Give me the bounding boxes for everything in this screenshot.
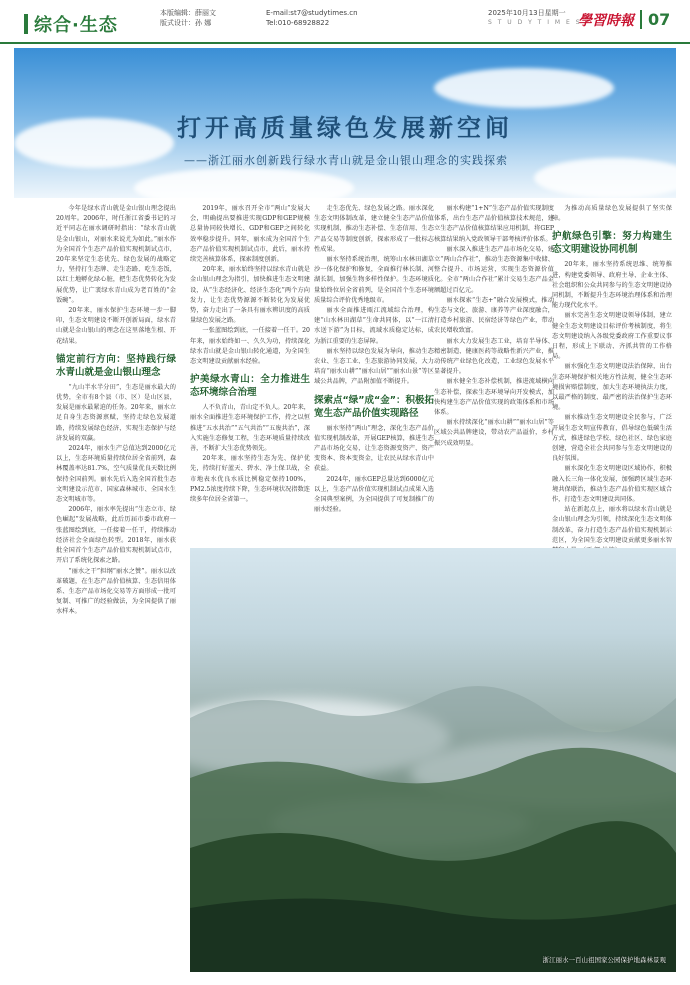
paragraph: 丽水强化生态文明建设法治保障，出台生态环境保护相关地方性法规，健全生态环境损害赔偿制度，加大生态环境执法力度，以最严格的制度、最严密的法治保护生态环境。 [552, 363, 672, 412]
section-title: 综合·生态 [34, 15, 118, 36]
mountain-ridges [190, 548, 676, 972]
paragraph: 丽水坚持系统治理，统筹山水林田湖草沙一体化保护和修复，全面推行林长制、河湖长制，加强生物多样性保护。生态环境质量始终位居全省前列，是全国首个生态环境质量综合评价优秀地级市。 [314, 256, 434, 304]
phone-line: Tel:010-68928822 [266, 19, 330, 27]
section-heading: 锚定前行方向：坚持践行绿水青山就是金山银山理念 [56, 353, 176, 378]
designer-line: 版式设计：孙 娜 [160, 19, 212, 27]
paragraph: 2024年，丽水生产总值达到2000亿元以上，生态环境质量持续位居全省前列，森林覆盖率达81.7%，空气质量优良天数比例保持全国前列。丽水先后入选全国首批生态文明建设示范市、国家森林城市、全国水生态文明城市等。 [56, 445, 176, 504]
paragraph: 丽水大力发展生态工业，培育半导体、精密制造、健康医药等战略性新兴产业，推动传统产业绿色化改造，工业绿色发展水平显著提升。 [434, 337, 554, 376]
paragraph: 2024年，丽水GEP总量达到6000亿元以上，生态产品价值实现机制试点成果入选全国典型案例，为全国提供了可复制推广的丽水经验。 [314, 475, 434, 514]
section-logo [24, 12, 118, 36]
paragraph: 丽水深化生态文明建设区域协作，积极融入长三角一体化发展，加强跨区域生态环境共保联治，推动生态产品价值实现区域合作，打造生态文明建设共同体。 [552, 465, 672, 504]
photo-caption: 浙江丽水一百山祖国家公园保护地森林景观 [542, 956, 666, 964]
paragraph: 丽水深入推进生态产品市场化交易，建立“两山合作社”，推动生态资源集中收储、整合提升、市场运营，实现生态资源价值化。全市“两山合作社”累计交易生态产品金额超过百亿元。 [434, 245, 554, 294]
editor-line: 本版编辑：薛丽文 [160, 9, 216, 17]
hero-banner [14, 48, 676, 198]
section-heading: 探索点“绿”成“金”：积极拓宽生态产品价值实现路径 [314, 394, 434, 419]
paragraph: “九山半水半分田”，生态是丽水最大的优势，全市有8个县（市、区）是山区县，发展是丽水最紧迫的任务。20年来，丽水立足自身生态资源禀赋，坚持走绿色发展道路，持续发展绿色经济，实现生态保护与经济发展的双赢。 [56, 383, 176, 442]
cloud-decoration [134, 168, 354, 198]
article-column-1 [56, 204, 176, 964]
editor-info [160, 8, 216, 28]
date-line: 2025年10月13日星期一 [488, 9, 566, 17]
paragraph: 2006年，丽水率先提出“生态立市、绿色崛起”发展战略，此后历届市委市政府一张蓝图绘到底，一任接着一任干，持续推动经济社会全面绿色转型。2018年，丽水获批全国首个生态产品价值实现机制试点市，开启了系统化探索之路。 [56, 506, 176, 565]
page-number: 07 [640, 10, 670, 29]
paragraph: 20年来，丽水保护生态环境一步一脚印，生态文明建设不断开创新局面，绿水青山就是金山银山的理念在这里落地生根、开花结果。 [56, 307, 176, 345]
section-heading: 护航绿色引擎：努力构建生态文明建设协同机制 [552, 231, 672, 256]
paragraph: 丽水健全生态补偿机制，推进流域横向生态补偿，探索生态环境导向开发模式，加快构建生态产品价值实现的政策体系和市场体系。 [434, 378, 554, 417]
section-bar [24, 14, 28, 34]
paragraph: 丽水坚持以绿色发展为导向，推动生态农业、生态工业、生态旅游协同发展，大力培育“丽水山耕”“丽水山居”“丽水山景”等区域公共品牌，产品附加值不断提升。 [314, 347, 434, 386]
paragraph: 人不负青山，青山定不负人。20年来，丽水全面推进生态环境保护工作，持之以恒推进“五水共治”“五气共治”“五废共治”，深入实施生态修复工程，生态环境质量持续改善，不断扩大生态优势领先。 [190, 404, 310, 453]
paragraph: 丽水全面推进瓯江流域综合治理，构建“山水林田湖草”生命共同体，以“一江清水送下游”为目标，流域水质稳定达标，成为浙江重要的生态屏障。 [314, 307, 434, 345]
paragraph: 一张蓝图绘到底，一任接着一任干。20年来，丽水始终如一、久久为功，持续深化绿水青山就是金山银山转化通道，为全国生态文明建设贡献丽水经验。 [190, 327, 310, 366]
paragraph: 为推动高质量绿色发展提供了坚实保障。 [552, 205, 672, 223]
paragraph: 站在新起点上，丽水将以绿水青山就是金山银山理念为引领，持续深化生态文明体制改革，奋力打造生态产品价值实现机制示范区，为全国生态文明建设贡献更多丽水智 [552, 506, 672, 544]
paragraph: 20年来，丽水始终坚持以绿水青山就是金山银山理念为指引，加快推进生态文明建设，从“生态经济化、经济生态化”两个方向发力，让生态优势源源不断转化为发展优势，奋力走出了一条具有丽水辨识度的高质量绿色发展之路。 [190, 266, 310, 325]
article-column-3 [314, 204, 434, 540]
article-column-2 [190, 204, 310, 540]
subtitle-text: ——浙江丽水创新践行绿水青山就是金山银山理念的实践探索 [184, 154, 508, 167]
paragraph: 丽水构建“1+N”生态产品价值实现制度体系，出台生态产品价值核算技术规范，建立生态产品价值核算结果应用机制，将GEP核算结果纳入党政领导干部考核评价体系。 [434, 205, 554, 243]
masthead-logo: 學習時報 [578, 13, 634, 29]
paragraph: 走生态优先、绿色发展之路。丽水深化生态文明体制改革，建立健全生态产品价值实现机制，推动生态补偿、生态信用、生态产品交易等制度创新，探索形成了一批标志性成果。 [314, 205, 434, 253]
date-sub: S T U D Y T I M E S [488, 19, 582, 26]
paragraph: 丽水持续深化“丽水山耕”“丽水山居”等区域公共品牌建设，带动农产品溢价，乡村振兴成效明显。 [434, 419, 554, 447]
paragraph: 2019年，丽水召开全市“两山”发展大会，明确提出要推进实现GDP和GEP规模总量协同较快增长、GDP和GEP之间转化效率稳步提升。同年，丽水成为全国首个生态产品价值实现机制试点市，此后，丽水持续完善核算体系，探索制度创新。 [190, 205, 310, 264]
section-heading: 护美绿水青山：全力推进生态环境综合治理 [190, 374, 310, 399]
article-column-4 [434, 204, 554, 540]
paragraph: 20年来，丽水坚持生态为先、保护优先，持续打好蓝天、碧水、净土保卫战，全市地表水优良水质比例稳定保持100%，PM2.5浓度持续下降，生态环境状况指数连续多年位居全省第一。 [190, 455, 310, 504]
paragraph: 丽水完善生态文明建设领导体制，建立健全生态文明建设目标评价考核制度，将生态文明建设纳入各级党委政府工作重要议事日程，形成上下联动、齐抓共管的工作格局。 [552, 312, 672, 361]
contact-info [266, 8, 358, 28]
paragraph: “丽水之干”担纲“丽水之赞”。丽水以改革破题，在生态产品价值核算、生态信用体系、生态产品市场化交易等方面形成一批可复制、可推广的经验做法，为全国提供了丽水样本。 [56, 567, 176, 616]
paragraph: 丽水坚持“两山”理念，深化生态产品价值实现机制改革，开展GEP核算，推进生态产品市场化交易，让生态资源变资产、资产变资本、资本变资金，让农民从绿水青山中获益。 [314, 424, 434, 473]
cloud-decoration [434, 68, 614, 108]
email-line: E-mail:st7@studytimes.cn [266, 9, 358, 17]
paragraph: 今年是绿水青山就是金山银山理念提出20周年。2006年，时任浙江省委书记的习近平同志在丽水调研时指出：“绿水青山就是金山银山，对丽水来说尤为如此。”丽水作为全国首个生态产品价值实现机制试点市，20年来坚定生态优先、绿色发展的战略定力，坚持打生态牌、走生态路、吃生态饭，以红土地孵化绿心脏，把生态优势转化为发展优势，让广袤绿水青山成为老百姓的“金饭碗”。 [56, 205, 176, 304]
page-header [0, 0, 690, 44]
landscape-photo [190, 548, 676, 972]
date-block [488, 8, 582, 28]
paragraph: 丽水推动生态文明建设全民参与，广泛开展生态文明宣传教育，倡导绿色低碳生活方式，推进绿色学校、绿色社区、绿色家庭创建，营造全社会共同参与生态文明建设的良好氛围。 [552, 414, 672, 463]
article-title: 打开高质量绿色发展新空间 [177, 113, 513, 142]
paragraph: 丽水探索“生态+”融合发展模式，推动生态与文化、旅游、康养等产业深度融合，打造乡村旅游、民宿经济等绿色产业，带动农民增收致富。 [434, 296, 554, 335]
paragraph: 20年来，丽水坚持系统思维、统筹推进，构建党委领导、政府主导、企业主体、社会组织和公众共同参与的生态文明建设协同机制，不断提升生态环境治理体系和治理能力现代化水平。 [552, 261, 672, 310]
article-subtitle [184, 152, 664, 168]
